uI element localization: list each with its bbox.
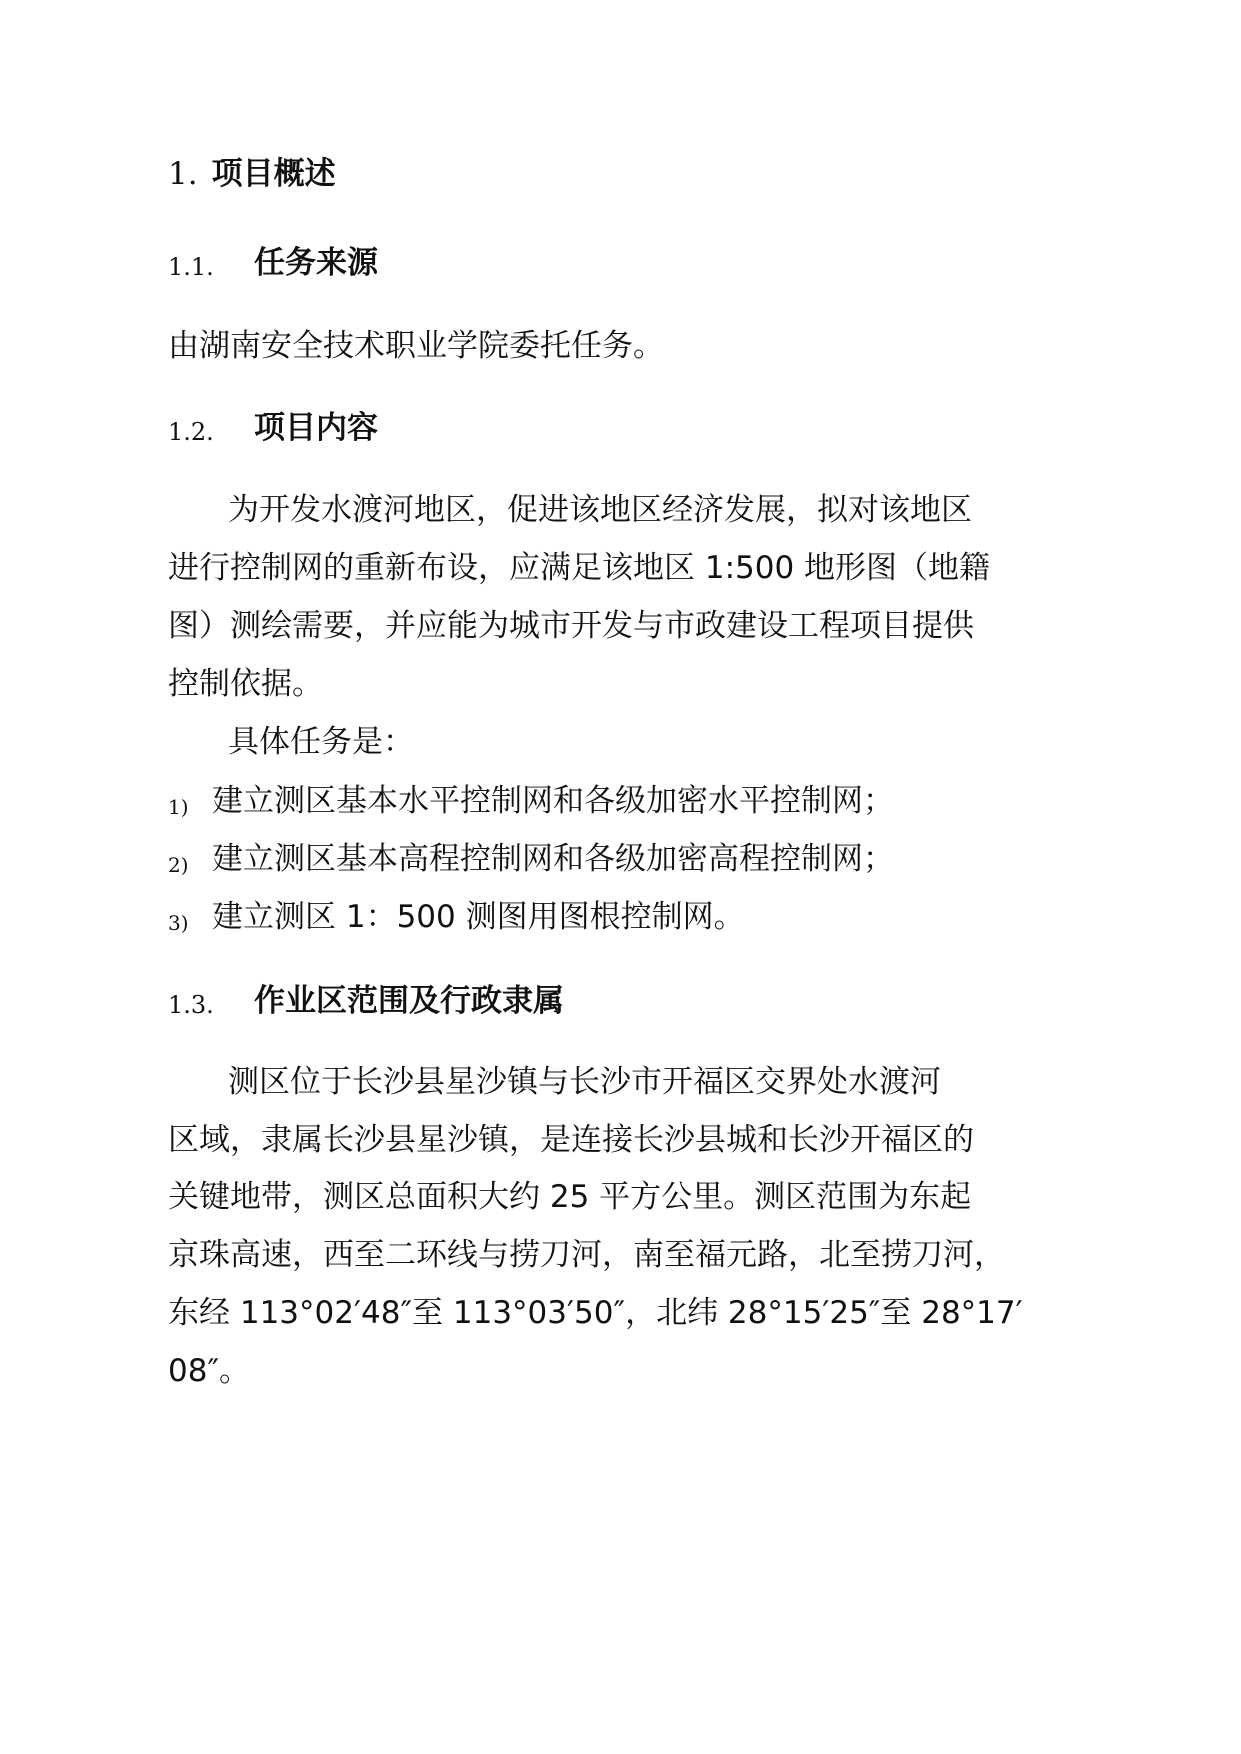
paragraph-line: 由湖南安全技术职业学院委托任务。 (168, 328, 664, 364)
list-marker: 3) (168, 911, 189, 935)
subsection-number: 1.3. (168, 991, 214, 1019)
paragraph-line: 为开发水渡河地区，促进该地区经济发展，拟对该地区 (228, 492, 972, 528)
subsection-heading (168, 408, 568, 448)
list-marker: 1) (168, 795, 189, 819)
list-item-text: 建立测区 1：500 测图用图根控制网。 (212, 899, 745, 935)
list-item (168, 839, 1068, 879)
paragraph-line: 关键地带，测区总面积大约 25 平方公里。测区范围为东起 (168, 1179, 972, 1215)
subsection-title: 项目内容 (254, 410, 378, 446)
subsection-heading (168, 243, 568, 283)
paragraph-line: 测区位于长沙县星沙镇与长沙市开福区交界处水渡河 (228, 1064, 941, 1100)
list-item (168, 781, 1068, 821)
list-item (168, 897, 1068, 937)
subsection-title: 任务来源 (254, 245, 378, 281)
paragraph-line: 区域，隶属长沙县星沙镇，是连接长沙县城和长沙开福区的 (168, 1122, 974, 1158)
paragraph-line: 图）测绘需要，并应能为城市开发与市政建设工程项目提供 (168, 608, 974, 644)
tasks-intro: 具体任务是： (228, 724, 414, 760)
paragraph-line: 08″。 (168, 1353, 251, 1389)
list-item-text: 建立测区基本高程控制网和各级加密高程控制网； (212, 841, 894, 877)
section-number: 1. (168, 156, 198, 192)
subsection-number: 1.2. (168, 418, 214, 446)
paragraph-line: 进行控制网的重新布设，应满足该地区 1:500 地形图（地籍 (168, 550, 991, 586)
subsection-number: 1.1. (168, 253, 214, 281)
paragraph-line: 京珠高速，西至二环线与捞刀河，南至福元路，北至捞刀河， (168, 1237, 1005, 1273)
paragraph-line: 东经 113°02′48″至 113°03′50″，北纬 28°15′25″至 28°17′ (168, 1295, 1023, 1331)
list-marker: 2) (168, 853, 189, 877)
subsection-title: 作业区范围及行政隶属 (254, 983, 564, 1019)
section-heading (168, 154, 336, 194)
paragraph-line: 控制依据。 (168, 666, 323, 702)
section-title: 项目概述 (211, 156, 336, 192)
subsection-heading (168, 981, 768, 1021)
list-item-text: 建立测区基本水平控制网和各级加密水平控制网； (212, 783, 894, 819)
